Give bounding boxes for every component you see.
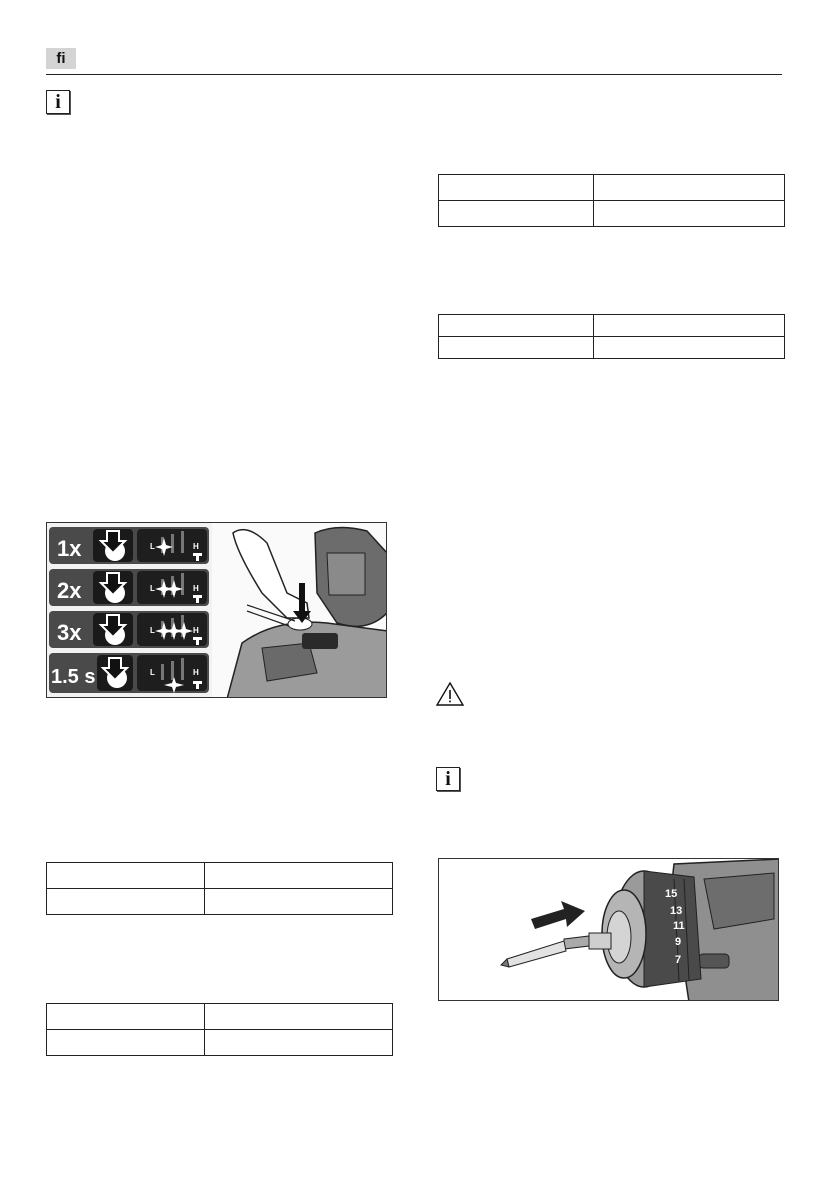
table-row bbox=[439, 201, 785, 227]
table-row bbox=[47, 1030, 393, 1056]
spec-table-left-1 bbox=[46, 862, 393, 915]
indicator-low-label: L bbox=[150, 668, 155, 677]
table-cell bbox=[205, 1030, 393, 1056]
table-cell bbox=[594, 175, 785, 201]
chuck-number: 11 bbox=[673, 920, 685, 932]
table-cell bbox=[439, 175, 594, 201]
table-cell bbox=[594, 201, 785, 227]
spec-table-right-1 bbox=[438, 174, 785, 227]
indicator-low-label: L bbox=[150, 626, 155, 635]
indicator-low-label: L bbox=[150, 584, 155, 593]
table-cell bbox=[594, 337, 785, 359]
press-label-3x: 3x bbox=[57, 620, 82, 645]
header-rule bbox=[46, 74, 782, 75]
table-cell bbox=[439, 201, 594, 227]
table-row bbox=[439, 175, 785, 201]
info-icon: i bbox=[46, 90, 70, 114]
spec-table-right-2 bbox=[438, 314, 785, 359]
language-tab: fi bbox=[46, 48, 76, 69]
info-icon: i bbox=[436, 767, 460, 791]
press-label-2x: 2x bbox=[57, 578, 82, 603]
indicator-high-label: H bbox=[193, 542, 199, 551]
indicator-high-label: H bbox=[193, 626, 199, 635]
table-row bbox=[47, 863, 393, 889]
warning-triangle-icon bbox=[436, 681, 464, 707]
table-row bbox=[47, 1004, 393, 1030]
chuck-number: 9 bbox=[675, 936, 682, 948]
table-row bbox=[439, 337, 785, 359]
table-cell bbox=[47, 863, 205, 889]
table-cell bbox=[205, 889, 393, 915]
table-cell bbox=[47, 889, 205, 915]
bit-insertion-figure bbox=[438, 858, 779, 1001]
mode-selection-figure bbox=[46, 522, 387, 698]
press-label-1-5s: 1.5 s bbox=[51, 666, 96, 688]
press-label-1x: 1x bbox=[57, 536, 82, 561]
indicator-low-label: L bbox=[150, 542, 155, 551]
table-cell bbox=[439, 337, 594, 359]
drill-illustration bbox=[212, 523, 387, 698]
table-row bbox=[439, 315, 785, 337]
chuck-number: 13 bbox=[670, 905, 683, 917]
table-cell bbox=[47, 1030, 205, 1056]
chuck-number: 7 bbox=[675, 954, 682, 966]
table-cell bbox=[594, 315, 785, 337]
chuck-number: 15 bbox=[665, 888, 678, 900]
table-cell bbox=[205, 1004, 393, 1030]
table-cell bbox=[47, 1004, 205, 1030]
table-cell bbox=[439, 315, 594, 337]
table-cell bbox=[205, 863, 393, 889]
table-row bbox=[47, 889, 393, 915]
indicator-high-label: H bbox=[193, 668, 199, 677]
indicator-high-label: H bbox=[193, 584, 199, 593]
spec-table-left-2 bbox=[46, 1003, 393, 1056]
